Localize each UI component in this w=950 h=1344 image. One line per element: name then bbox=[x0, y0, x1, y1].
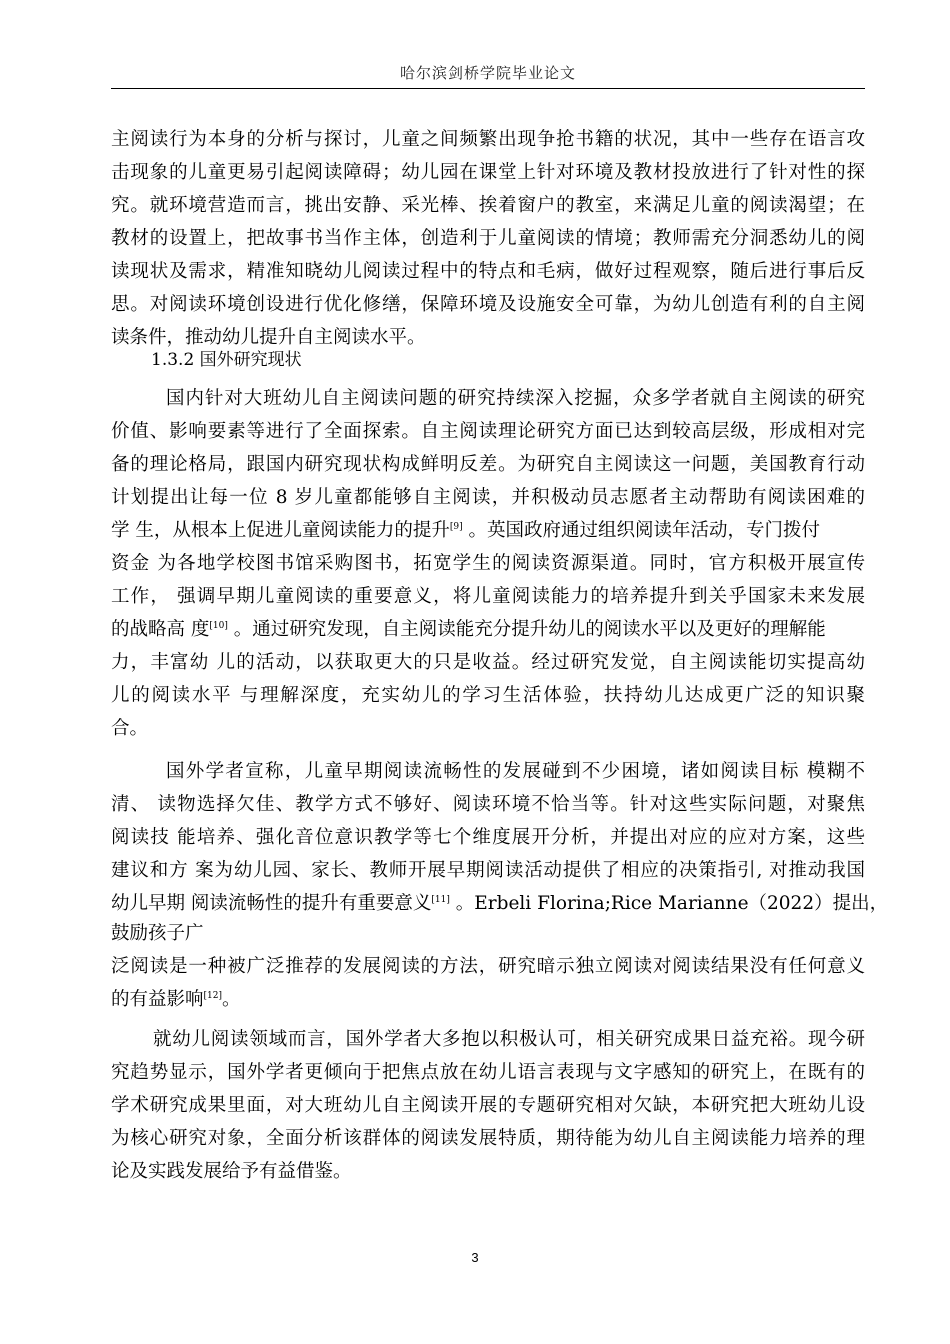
citation-ref: [10] bbox=[209, 620, 228, 631]
header-rule bbox=[111, 88, 865, 89]
text-line: 国内针对大班幼儿自主阅读问题的研究持续深入挖掘，众多学者就自主阅读的研究 bbox=[166, 388, 865, 409]
text-line: 计划提出让每一位 8 岁儿童都能够自主阅读，并积极动员志愿者主动帮助有阅读困难的 bbox=[111, 487, 865, 508]
text-line bbox=[111, 519, 820, 543]
text-line: 思。对阅读环境创设进行优化修缮，保障环境及设施安全可靠，为幼儿创造有利的自主阅 bbox=[111, 294, 865, 315]
text-line: 国外学者宣称，儿童早期阅读流畅性的发展碰到不少困境，诸如阅读目标 模糊不 bbox=[166, 761, 865, 782]
text-line: 泛阅读是一种被广泛推荐的发展阅读的方法，研究暗示独立阅读对阅读结果没有任何意义 bbox=[111, 956, 865, 977]
text-line: 论及实践发展给予有益借鉴。 bbox=[111, 1161, 352, 1182]
text-span: 学 生，从根本上促进儿童阅读能力的提升 bbox=[111, 520, 450, 541]
text-line: 力，丰富幼 儿的活动，以获取更大的只是收益。经过研究发觉，自主阅读能切实提高幼 bbox=[111, 652, 865, 673]
page-number: 3 bbox=[471, 1250, 479, 1265]
text-line: 阅读技 能培养、强化音位意识教学等七个维度展开分析，并提出对应的应对方案，这些 bbox=[111, 827, 865, 848]
text-line: 价值、影响要素等进行了全面探索。自主阅读理论研究方面已达到较高层级，形成相对完 bbox=[111, 421, 865, 442]
text-line: 击现象的儿童更易引起阅读障碍；幼儿园在课堂上针对环境及教材投放进行了针对性的探 bbox=[111, 162, 865, 183]
text-span: 。英国政府通过组织阅读年活动，专门拨付 bbox=[462, 520, 821, 541]
text-span: 的有益影响 bbox=[111, 989, 204, 1010]
text-line: 工作， 强调早期儿童阅读的重要意义，将儿童阅读能力的培养提升到关乎国家未来发展 bbox=[111, 586, 865, 607]
citation-ref: [12] bbox=[203, 990, 222, 1001]
text-line: 为核心研究对象，全面分析该群体的阅读发展特质，期待能为幼儿自主阅读能力培养的理 bbox=[111, 1128, 865, 1149]
text-span: 的战略高 度 bbox=[111, 619, 210, 640]
text-line: 读条件，推动幼儿提升自主阅读水平。 bbox=[111, 327, 426, 348]
citation-ref: [11] bbox=[431, 894, 450, 905]
text-line: 究。就环境营造而言，挑出安静、采光棒、挨着窗户的教室，来满足儿童的阅读渴望；在 bbox=[111, 195, 865, 216]
text-line: 儿的阅读水平 与理解深度，充实幼儿的学习生活体验，扶持幼儿达成更广泛的知识聚 bbox=[111, 685, 865, 706]
text-line: 就幼儿阅读领域而言，国外学者大多抱以积极认可，相关研究成果日益充裕。现今研 bbox=[153, 1029, 865, 1050]
text-line bbox=[111, 988, 241, 1012]
text-span: 。Erbeli Florina;Rice Marianne（2022）提出， bbox=[449, 893, 889, 914]
text-span: 。 bbox=[222, 989, 241, 1010]
text-line: 清、 读物选择欠佳、教学方式不够好、阅读环境不恰当等。针对这些实际问题，对聚焦 bbox=[111, 794, 865, 815]
text-line: 建议和方 案为幼儿园、家长、教师开展早期阅读活动提供了相应的决策指引, 对推动我国 bbox=[111, 860, 865, 881]
text-line: 资金 为各地学校图书馆采购图书，拓宽学生的阅读资源渠道。同时，官方积极开展宣传 bbox=[111, 553, 865, 574]
text-span: 。通过研究发现，自主阅读能充分提升幼儿的阅读水平以及更好的理解能 bbox=[227, 619, 826, 640]
text-line: 读现状及需求，精准知晓幼儿阅读过程中的特点和毛病，做好过程观察，随后进行事后反 bbox=[111, 261, 865, 282]
running-header: 哈尔滨剑桥学院毕业论文 bbox=[399, 64, 576, 82]
text-line: 备的理论格局，跟国内研究现状构成鲜明反差。为研究自主阅读这一问题，美国教育行动 bbox=[111, 454, 865, 475]
section-heading: 1.3.2 国外研究现状 bbox=[151, 350, 302, 370]
text-line bbox=[111, 618, 826, 642]
text-line: 教材的设置上，把故事书当作主体，创造利于儿童阅读的情境；教师需充分洞悉幼儿的阅 bbox=[111, 228, 865, 249]
text-line: 学术研究成果里面，对大班幼儿自主阅读开展的专题研究相对欠缺，本研究把大班幼儿设 bbox=[111, 1095, 865, 1116]
citation-ref: [9] bbox=[449, 521, 463, 532]
text-line: 主阅读行为本身的分析与探讨，儿童之间频繁出现争抢书籍的状况，其中一些存在语言攻 bbox=[111, 129, 865, 150]
text-line: 合。 bbox=[111, 718, 149, 739]
text-line bbox=[111, 892, 888, 916]
text-line: 鼓励孩子广 bbox=[111, 923, 204, 944]
text-span: 幼儿早期 阅读流畅性的提升有重要意义 bbox=[111, 893, 432, 914]
text-line: 究趋势显示，国外学者更倾向于把焦点放在幼儿语言表现与文字感知的研究上，在既有的 bbox=[111, 1062, 865, 1083]
